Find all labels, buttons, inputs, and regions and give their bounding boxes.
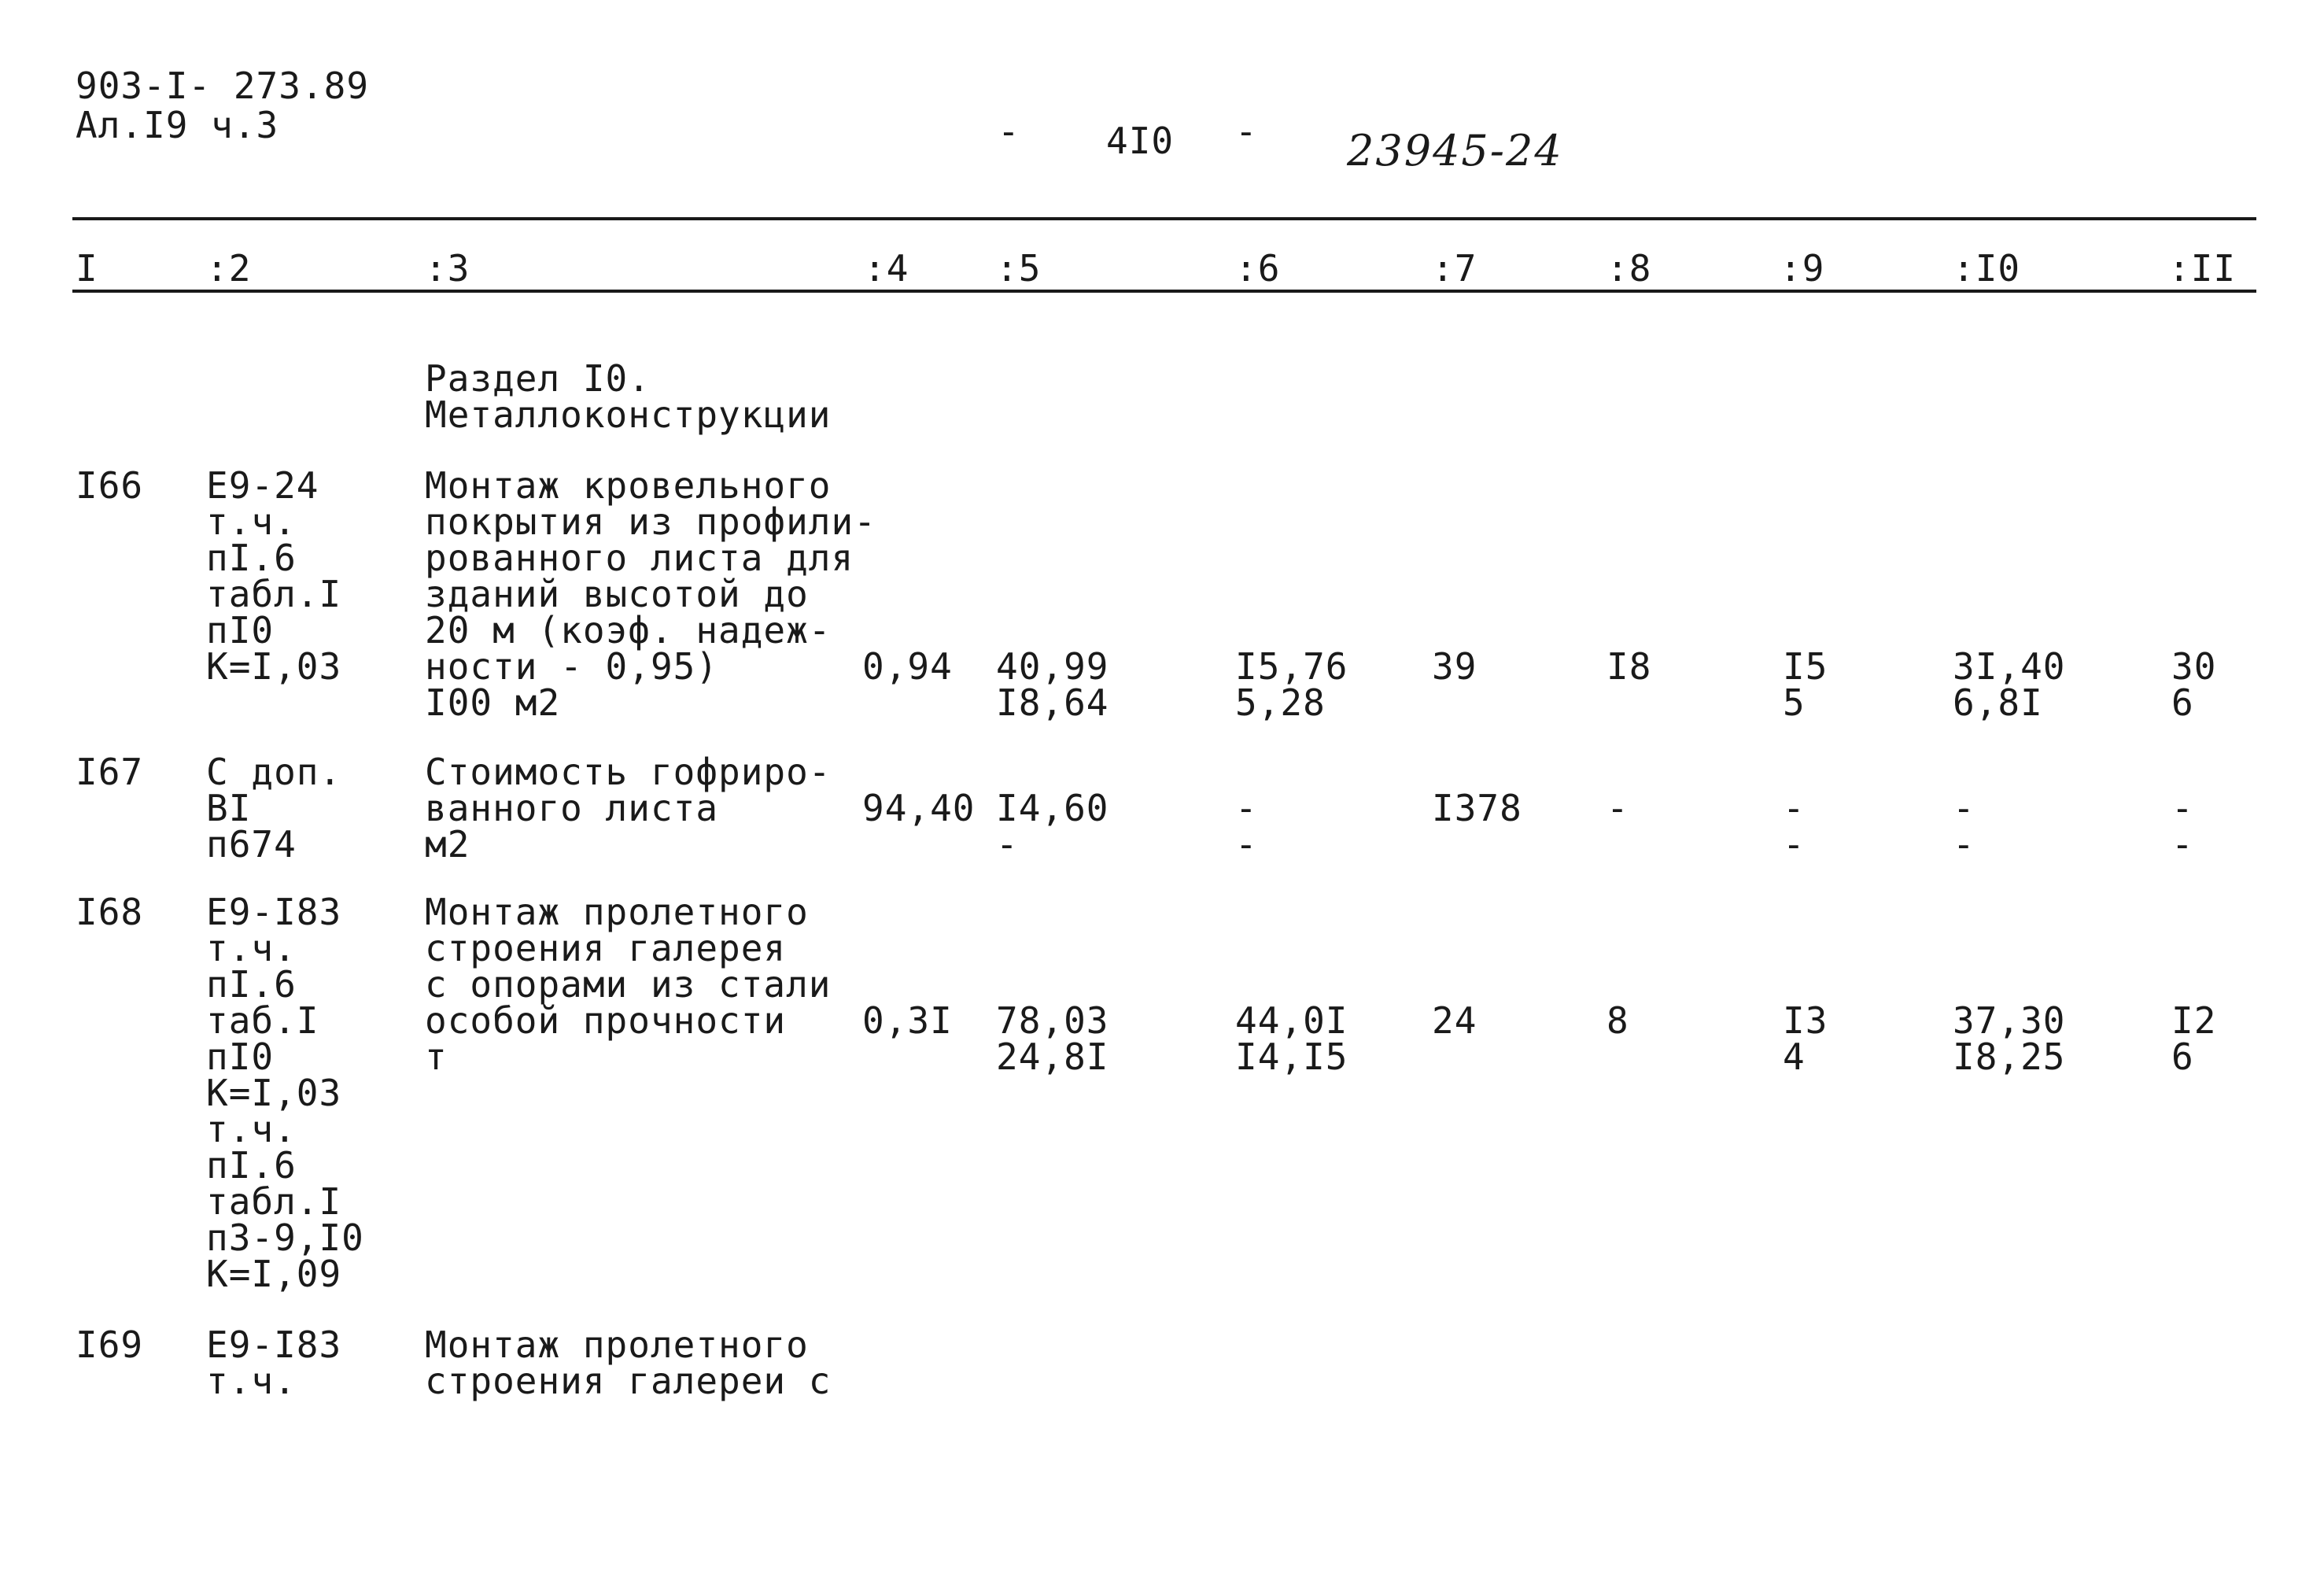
row-166-description: Монтаж кровельного покрытия из профили- рованного листа для зданий высотой до 20 м (коэф. надеж- ности - 0,95) I00 м2 [425,464,876,724]
column-header-10: :I0 [1953,247,2021,290]
column-header-11: :II [2168,247,2237,290]
row-167-col10: - - [1953,787,1975,866]
row-167-code: С доп. BI п674 [206,751,342,866]
row-168-col10: 37,30 I8,25 [1953,999,2066,1078]
column-header-8: :8 [1607,247,1652,290]
album-part: Ал.I9 ч.3 [76,104,279,146]
row-168-num: I68 [76,891,144,933]
row-166-col6: I5,76 5,28 [1235,645,1348,724]
row-167-col5: I4,60 - [996,787,1109,866]
row-168-col8: 8 [1607,999,1629,1042]
row-166-col9: I5 5 [1783,645,1828,724]
row-167-col7: I378 [1432,787,1522,829]
page-number: 4I0 [1106,120,1175,162]
row-169-num: I69 [76,1323,144,1366]
row-169-description: Монтаж пролетного строения галереи с [425,1323,832,1402]
handwritten-archive-number: 23945-24 [1347,126,1563,175]
header-bottom-rule [72,290,2256,293]
row-168-col4: 0,3I [862,999,953,1042]
row-167-num: I67 [76,751,144,793]
column-header-3: :3 [425,247,470,290]
row-166-col7: 39 [1432,645,1477,688]
row-167-description: Стоимость гофриро- ванного листа м2 [425,751,832,866]
row-168-col5: 78,03 24,8I [996,999,1109,1078]
row-167-col9: - - [1783,787,1806,866]
doc-code: 903-I- 273.89 [76,65,370,107]
page-dash-right: - [1235,110,1258,153]
column-header-4: :4 [864,247,909,290]
column-header-1: I [76,247,98,290]
row-166-num: I66 [76,464,144,507]
row-168-code: E9-I83 т.ч. пI.6 таб.I пI0 K=I,03 т.ч. пI.6 табл.I п3-9,I0 K=I,09 [206,891,364,1295]
row-166-col11: 30 6 [2171,645,2217,724]
row-166-code: E9-24 т.ч. пI.6 табл.I пI0 K=I,03 [206,464,342,688]
row-168-col9: I3 4 [1783,999,1828,1078]
column-header-6: :6 [1235,247,1281,290]
row-167-col8: - [1607,787,1629,829]
row-166-col10: 3I,40 6,8I [1953,645,2066,724]
header-top-rule [72,217,2256,220]
row-169-code: E9-I83 т.ч. [206,1323,342,1402]
row-168-col11: I2 6 [2171,999,2217,1078]
section-title: Раздел I0. Металлоконструкции [425,357,832,436]
column-header-2: :2 [206,247,252,290]
row-168-col7: 24 [1432,999,1477,1042]
row-167-col4: 94,40 [862,787,976,829]
row-166-col5: 40,99 I8,64 [996,645,1109,724]
row-166-col8: I8 [1607,645,1652,688]
row-167-col11: - - [2171,787,2194,866]
row-166-col4: 0,94 [862,645,953,688]
row-167-col6: - - [1235,787,1258,866]
column-header-7: :7 [1432,247,1477,290]
page-dash-left: - [998,110,1020,153]
column-header-5: :5 [996,247,1042,290]
row-168-description: Монтаж пролетного строения галерея с опорами из стали особой прочности т [425,891,832,1078]
row-168-col6: 44,0I I4,I5 [1235,999,1348,1078]
column-header-9: :9 [1780,247,1825,290]
